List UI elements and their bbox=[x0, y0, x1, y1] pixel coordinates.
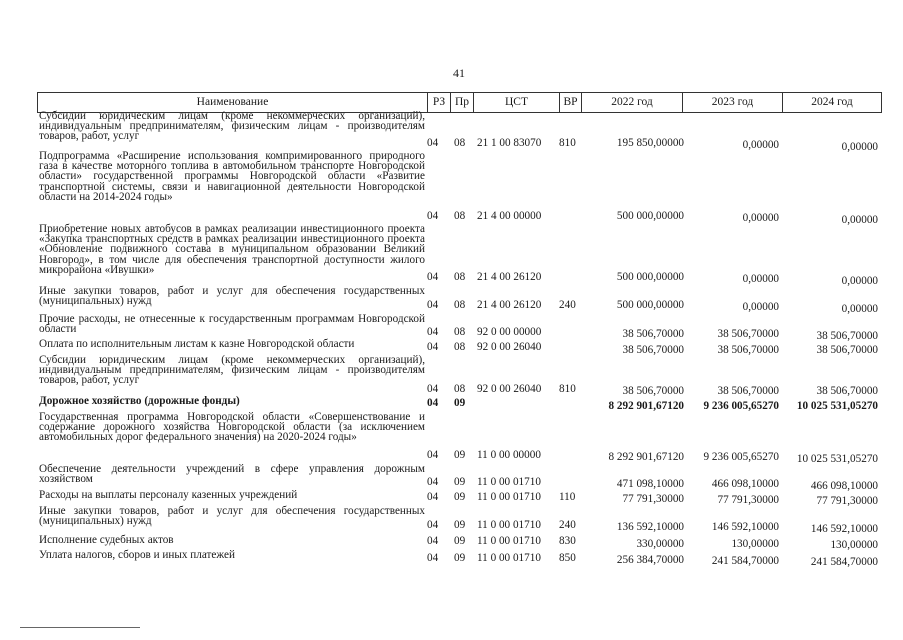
row-name: Уплата налогов, сборов и иных платежей bbox=[39, 549, 235, 561]
row-rz: 04 bbox=[427, 383, 439, 395]
row-cst: 92 0 00 26040 bbox=[477, 341, 542, 353]
header-pr: Пр bbox=[450, 93, 473, 112]
row-vr: 240 bbox=[559, 519, 576, 531]
row-2024: 38 506,70000 bbox=[816, 344, 878, 356]
table-row bbox=[37, 286, 882, 313]
row-cst: 11 0 00 00000 bbox=[477, 449, 541, 461]
row-pr: 09 bbox=[454, 449, 466, 461]
row-2022: 8 292 901,67120 bbox=[608, 451, 684, 463]
row-name: Субсидии юридическим лицам (кроме некоммерческих организаций), индивидуальным предпринимателям, физическим лицам - производителям товаров, работ, услуг bbox=[39, 110, 425, 143]
row-pr: 09 bbox=[454, 397, 466, 409]
row-vr: 240 bbox=[559, 299, 576, 311]
row-name: Дорожное хозяйство (дорожные фонды) bbox=[39, 395, 240, 407]
row-2024: 0,00000 bbox=[841, 214, 878, 226]
row-pr: 09 bbox=[454, 552, 466, 564]
row-pr: 09 bbox=[454, 535, 466, 547]
row-rz: 04 bbox=[427, 210, 439, 222]
row-2022: 500 000,00000 bbox=[616, 210, 684, 222]
header-2022: 2022 год bbox=[581, 93, 682, 112]
row-rz: 04 bbox=[427, 137, 439, 149]
row-cst: 11 0 00 01710 bbox=[477, 535, 541, 547]
row-2023: 0,00000 bbox=[742, 212, 779, 224]
table-row bbox=[37, 506, 882, 534]
row-rz: 04 bbox=[427, 326, 439, 338]
row-cst: 21 4 00 26120 bbox=[477, 271, 542, 283]
header-rz: РЗ bbox=[427, 93, 450, 112]
row-cst: 21 1 00 83070 bbox=[477, 137, 542, 149]
row-2022: 38 506,70000 bbox=[622, 328, 684, 340]
row-2024: 0,00000 bbox=[841, 141, 878, 153]
row-2022: 256 384,70000 bbox=[616, 554, 684, 566]
table-row bbox=[37, 535, 882, 549]
header-2024: 2024 год bbox=[782, 93, 882, 112]
row-name: Расходы на выплаты персоналу казенных учреждений bbox=[39, 489, 298, 501]
table-row bbox=[37, 489, 882, 507]
header-cst: ЦСТ bbox=[473, 93, 559, 112]
row-pr: 09 bbox=[454, 519, 466, 531]
row-2023: 146 592,10000 bbox=[711, 521, 779, 533]
row-2023: 130,00000 bbox=[731, 538, 779, 550]
row-name: Иные закупки товаров, работ и услуг для обеспечения государственных (муниципальных) нужд bbox=[39, 285, 425, 308]
row-vr: 830 bbox=[559, 535, 576, 547]
row-vr: 810 bbox=[559, 137, 576, 149]
row-2024: 241 584,70000 bbox=[810, 556, 878, 568]
row-2022: 500 000,00000 bbox=[616, 271, 684, 283]
row-2022: 330,00000 bbox=[636, 538, 684, 550]
row-2023: 0,00000 bbox=[742, 139, 779, 151]
row-2022: 136 592,10000 bbox=[616, 521, 684, 533]
row-pr: 08 bbox=[454, 271, 466, 283]
row-2022: 471 098,10000 bbox=[616, 478, 684, 490]
table-row bbox=[37, 111, 882, 151]
row-2024: 10 025 531,05270 bbox=[796, 453, 878, 465]
row-2024: 77 791,30000 bbox=[816, 495, 878, 507]
row-2023: 0,00000 bbox=[742, 301, 779, 313]
row-2023: 9 236 005,65270 bbox=[703, 451, 779, 463]
row-rz: 04 bbox=[427, 476, 439, 488]
table-row bbox=[37, 396, 882, 410]
row-pr: 08 bbox=[454, 326, 466, 338]
table-row bbox=[37, 313, 882, 342]
row-2024: 0,00000 bbox=[841, 275, 878, 287]
table-row bbox=[37, 463, 882, 492]
row-vr: 110 bbox=[559, 491, 576, 503]
row-cst: 92 0 00 26040 bbox=[477, 383, 542, 395]
row-cst: 11 0 00 01710 bbox=[477, 476, 541, 488]
row-2024: 38 506,70000 bbox=[816, 385, 878, 397]
row-cst: 21 4 00 26120 bbox=[477, 299, 542, 311]
row-name: Обеспечение деятельности учреждений в сфере управления дорожным хозяйством bbox=[39, 463, 425, 486]
row-2023: 38 506,70000 bbox=[717, 328, 779, 340]
row-name: Оплата по исполнительным листам к казне Новгородской области bbox=[39, 338, 355, 350]
row-2023: 241 584,70000 bbox=[711, 555, 779, 567]
row-vr: 850 bbox=[559, 552, 576, 564]
table-row bbox=[37, 355, 882, 395]
row-cst: 21 4 00 00000 bbox=[477, 210, 542, 222]
row-cst: 92 0 00 00000 bbox=[477, 326, 542, 338]
row-name: Прочие расходы, не отнесенные к государственным программам Новгородской области bbox=[39, 313, 425, 336]
row-2023: 77 791,30000 bbox=[717, 494, 779, 506]
header-name: Наименование bbox=[37, 93, 427, 112]
row-rz: 04 bbox=[427, 299, 439, 311]
header-vr: ВР bbox=[559, 93, 581, 112]
table-row bbox=[37, 550, 882, 570]
row-rz: 04 bbox=[427, 519, 439, 531]
table-row bbox=[37, 338, 882, 356]
row-name: Подпрограмма «Расширение использования компримированного природного газа в качестве моторного топлива в автомобильном транспорте Новгородской области» государственной программы Новгородской области «Развитие транспортной системы, связи и навигационной деятельности Новгородской области на 2014-2024 годы» bbox=[39, 150, 425, 203]
row-2023: 0,00000 bbox=[742, 273, 779, 285]
row-rz: 04 bbox=[427, 491, 439, 503]
row-2022: 195 850,00000 bbox=[616, 137, 684, 149]
row-2023: 38 506,70000 bbox=[717, 385, 779, 397]
table-row bbox=[37, 150, 882, 226]
row-pr: 08 bbox=[454, 299, 466, 311]
row-rz: 04 bbox=[427, 341, 439, 353]
row-2024: 130,00000 bbox=[830, 539, 878, 551]
row-rz: 04 bbox=[427, 552, 439, 564]
row-name: Иные закупки товаров, работ и услуг для обеспечения государственных (муниципальных) нужд bbox=[39, 505, 425, 528]
row-2024: 146 592,10000 bbox=[810, 523, 878, 535]
row-rz: 04 bbox=[427, 397, 439, 409]
row-2023: 9 236 005,65270 bbox=[703, 400, 779, 412]
row-2023: 38 506,70000 bbox=[717, 344, 779, 356]
row-cst: 11 0 00 01710 bbox=[477, 519, 541, 531]
row-rz: 04 bbox=[427, 535, 439, 547]
row-rz: 04 bbox=[427, 271, 439, 283]
row-name: Субсидии юридическим лицам (кроме некоммерческих организаций), индивидуальным предпринимателям, физическим лицам - производителям товаров, работ, услуг bbox=[39, 354, 425, 387]
row-cst: 11 0 00 01710 bbox=[477, 491, 541, 503]
row-name: Приобретение новых автобусов в рамках реализации инвестиционного проекта «Закупка транспортных средств в рамках реализации инвестиционного проекта «Обновление подвижного состава в муниципальном образовании Великий Новгород», в том числе для обеспечения транспортной доступности жилого микрорайона «Ивушки» bbox=[39, 223, 425, 276]
row-2022: 38 506,70000 bbox=[622, 344, 684, 356]
row-2024: 0,00000 bbox=[841, 303, 878, 315]
row-pr: 08 bbox=[454, 210, 466, 222]
page-number: 41 bbox=[453, 66, 465, 80]
row-2023: 466 098,10000 bbox=[711, 478, 779, 490]
row-name: Исполнение судебных актов bbox=[39, 534, 174, 546]
table-row bbox=[37, 411, 882, 465]
row-2022: 8 292 901,67120 bbox=[608, 400, 684, 412]
row-2022: 38 506,70000 bbox=[622, 385, 684, 397]
row-pr: 08 bbox=[454, 383, 466, 395]
row-pr: 08 bbox=[454, 137, 466, 149]
header-2023: 2023 год bbox=[682, 93, 782, 112]
row-vr: 810 bbox=[559, 383, 576, 395]
footer-divider bbox=[20, 627, 140, 628]
row-2022: 500 000,00000 bbox=[616, 299, 684, 311]
row-pr: 08 bbox=[454, 341, 466, 353]
row-2022: 77 791,30000 bbox=[622, 493, 684, 505]
table-row bbox=[37, 224, 882, 286]
row-2024: 10 025 531,05270 bbox=[796, 400, 878, 412]
row-2024: 466 098,10000 bbox=[810, 480, 878, 492]
row-name: Государственная программа Новгородской области «Совершенствование и содержание дорожного хозяйства Новгородской области (за исключением автомобильных дорог федерального значения) на 2020-2024 годы» bbox=[39, 411, 425, 444]
row-2024: 38 506,70000 bbox=[816, 330, 878, 342]
row-rz: 04 bbox=[427, 449, 439, 461]
row-cst: 11 0 00 01710 bbox=[477, 552, 541, 564]
row-pr: 09 bbox=[454, 476, 466, 488]
row-pr: 09 bbox=[454, 491, 466, 503]
